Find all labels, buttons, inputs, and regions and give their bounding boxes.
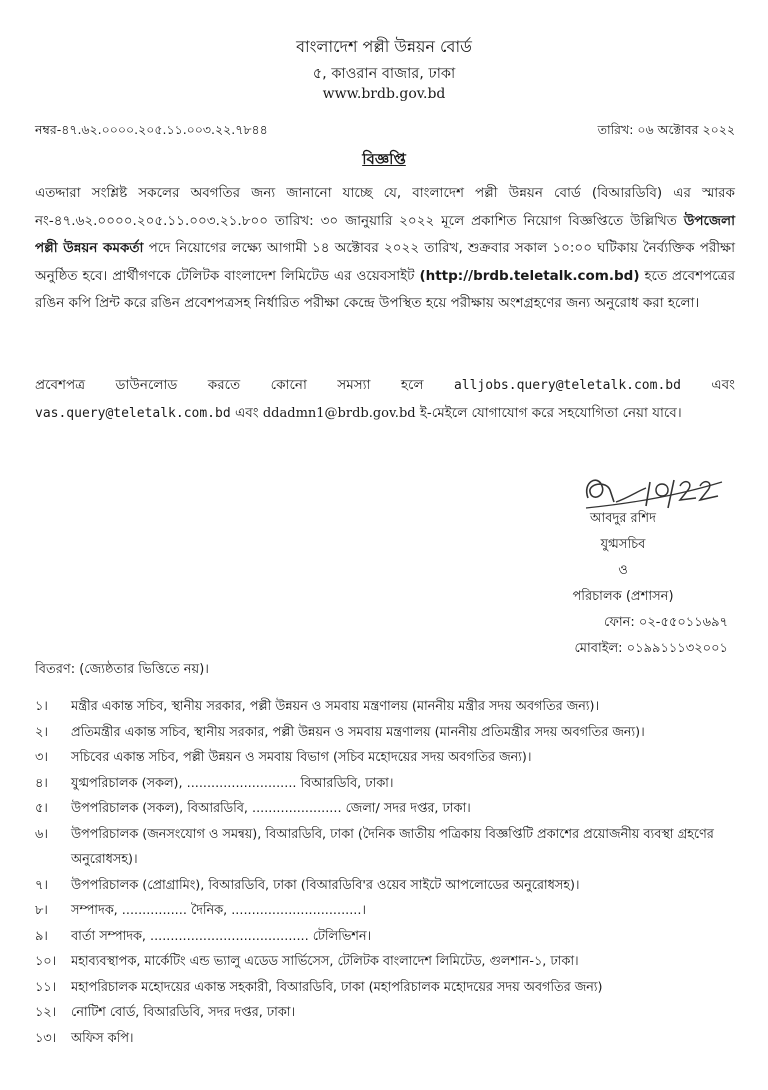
teletalk-url: (http://brdb.teletalk.com.bd)	[419, 267, 640, 284]
list-item-text: মন্ত্রীর একান্ত সচিব, স্থানীয় সরকার, পল্লী উন্নয়ন ও সমবায় মন্ত্রণালয় (মাননীয় মন্ত্রীর সদয় অবগতির জন্য)।	[71, 699, 600, 714]
list-item	[35, 1026, 747, 1052]
notice-paragraph-2	[35, 372, 735, 427]
list-item	[35, 898, 747, 924]
organization-website: www.brdb.gov.bd	[322, 86, 446, 102]
list-item	[35, 694, 747, 720]
email-ddadmn: ddadmn1@brdb.gov.bd	[262, 405, 416, 421]
list-item-number: ৯।	[35, 928, 48, 944]
post-name: উপজেলা পল্লী উন্নয়ন কমকর্তা	[35, 212, 735, 256]
signatory-conjunction: ও	[618, 563, 628, 578]
list-item-text: মহাপরিচালক মহোদয়ের একান্ত সহকারী, বিআরডিবি, ঢাকা (মহাপরিচালক মহোদয়ের সদয় অবগতির জন্য)	[71, 979, 603, 995]
memo-reference: নম্বর-৪৭.৬২.০০০০.২০৫.১১.০০৩.২২.৭৮৪৪	[35, 122, 268, 137]
list-item-text: উপপরিচালক (জনসংযোগ ও সমন্বয়), বিআরডিবি, ঢাকা (দৈনিক জাতীয় পত্রিকায় বিজ্ঞপ্তিটি প্রকাশের প্রয়োজনীয় ব্যবস্থা গ্রহণের অনুরোধসহ)।	[71, 826, 714, 867]
list-item-text: উপপরিচালক (প্রোগ্রামিং), বিআরডিবি, ঢাকা (বিআরডিবি'র ওয়েব সাইটে আপলোডের অনুরোধসহ)।	[71, 877, 580, 893]
list-item	[35, 1000, 747, 1026]
list-item-number: ৫।	[35, 801, 48, 816]
list-item-number: ১০।	[35, 954, 57, 969]
list-item	[35, 949, 747, 975]
list-item-number: ১১।	[35, 979, 57, 995]
list-item	[35, 745, 747, 771]
paragraph-text: এতদ্দারা সংশ্লিষ্ট সকলের অবগতির জন্য জানানো যাচ্ছে যে, বাংলাদেশ পল্লী উন্নয়ন বোর্ড (বিআরডিবি) এর স্মারক নং-৪৭.৬২.০০০০.২০৫.১১.০০৩.২১.৮০০ তারিখ: ৩০ জানুয়ারি ২০২২ মূলে প্রকাশিত নিয়োগ বিজ্ঞপ্তিতে উল্লিখিত	[35, 185, 735, 229]
paragraph-text: হতে প্রবেশপত্রের রঙিন কপি প্রিন্ট করে রঙিন প্রবেশপত্রসহ নির্ধারিত পরীক্ষা কেন্দ্রে উপস্থিত হয়ে পরীক্ষায় অংশগ্রহণের জন্য অনুরোধ করা হলো।	[35, 267, 735, 311]
list-item-text: সম্পাদক, ................ দৈনিক, ................................।	[71, 903, 366, 918]
list-item-text: উপপরিচালক (সকল), বিআরডিবি, ...................... জেলা/ সদর দপ্তর, ঢাকা।	[71, 801, 471, 816]
list-item	[35, 771, 747, 797]
signatory-role: পরিচালক (প্রশাসন)	[572, 589, 674, 604]
list-item-number: ৭।	[35, 877, 48, 893]
list-item	[35, 822, 747, 873]
list-item-text: সচিবের একান্ত সচিব, পল্লী উন্নয়ন ও সমবায় বিভাগ (সচিব মহোদয়ের সদয় অবগতির জন্য)।	[71, 750, 532, 765]
email-alljobs: alljobs.query@teletalk.com.bd	[453, 378, 681, 393]
list-item	[35, 873, 747, 899]
notice-paragraph-1	[35, 180, 735, 318]
list-item-number: ৩।	[35, 750, 48, 765]
list-item-text: প্রতিমন্ত্রীর একান্ত সচিব, স্থানীয় সরকার, পল্লী উন্নয়ন ও সমবায় মন্ত্রণালয় (মাননীয় প্রতিমন্ত্রীর সদয় অবগতির জন্য)।	[71, 724, 645, 740]
list-item-text: মহাব্যবস্থাপক, মার্কেটিং এন্ড ভ্যালু এডেড সার্ভিসেস, টেলিটক বাংলাদেশ লিমিটেড, গুলশান-১, ঢাকা।	[71, 954, 579, 969]
list-item	[35, 924, 747, 950]
signatory-designation: যুগ্মসচিব	[600, 537, 646, 552]
paragraph-text: ই-মেইলে যোগাযোগ করে সহযোগিতা নেয়া যাবে।	[415, 404, 682, 421]
list-item	[35, 796, 747, 822]
list-item	[35, 975, 747, 1001]
list-item-text: বার্তা সম্পাদক, ....................................... টেলিভিশন।	[71, 928, 372, 944]
notice-title: বিজ্ঞপ্তি	[362, 150, 406, 168]
signatory-phone: ফোন: ০২-৫৫০১১৬৯৭	[604, 615, 728, 630]
list-item-number: ৮।	[35, 903, 48, 918]
list-item	[35, 720, 747, 746]
list-item-number: ১৩।	[35, 1030, 57, 1046]
list-item-number: ১।	[35, 699, 48, 714]
list-item-text: অফিস কপি।	[71, 1030, 134, 1046]
list-item-number: ১২।	[35, 1005, 57, 1020]
distribution-heading: বিতরণ: (জ্যেষ্ঠতার ভিত্তিতে নয়)।	[35, 662, 209, 677]
list-item-number: ৬।	[35, 826, 48, 842]
list-item-text: নোটিশ বোর্ড, বিআরডিবি, সদর দপ্তর, ঢাকা।	[71, 1005, 296, 1020]
signature-block	[518, 506, 728, 662]
paragraph-text: পদে নিয়োগের লক্ষ্যে আগামী ১৪ অক্টোবর ২০২২ তারিখ, শুক্রবার সকাল ১০:০০ ঘটিকায় নৈর্ব্যক্তিক পরীক্ষা অনুষ্ঠিত হবে। প্রার্থীগণকে টেলিটক বাংলাদেশ লিমিটেড এর ওয়েবসাইট	[35, 240, 735, 284]
organization-name: বাংলাদেশ পল্লী উন্নয়ন বোর্ড	[296, 37, 472, 56]
paragraph-text: এবং	[230, 404, 263, 421]
list-item-number: ২।	[35, 724, 48, 740]
list-item-text: যুগ্মপরিচালক (সকল), ........................... বিআরডিবি, ঢাকা।	[71, 775, 394, 791]
email-vas: vas.query@teletalk.com.bd	[35, 405, 231, 421]
paragraph-text: প্রবেশপত্র ডাউনলোড করতে কোনো সমস্যা হলে	[35, 377, 454, 393]
organization-address: ৫, কাওরান বাজার, ঢাকা	[312, 66, 456, 82]
distribution-list	[35, 694, 747, 1051]
signatory-name: আবদুর রশিদ	[590, 511, 656, 526]
list-item-number: ৪।	[35, 775, 48, 791]
memo-date: তারিখ: ০৬ অক্টোবর ২০২২	[597, 122, 735, 137]
signatory-mobile: মোবাইল: ০১৯৯১১১৩২০০১	[574, 641, 728, 656]
paragraph-text: এবং	[680, 377, 735, 393]
